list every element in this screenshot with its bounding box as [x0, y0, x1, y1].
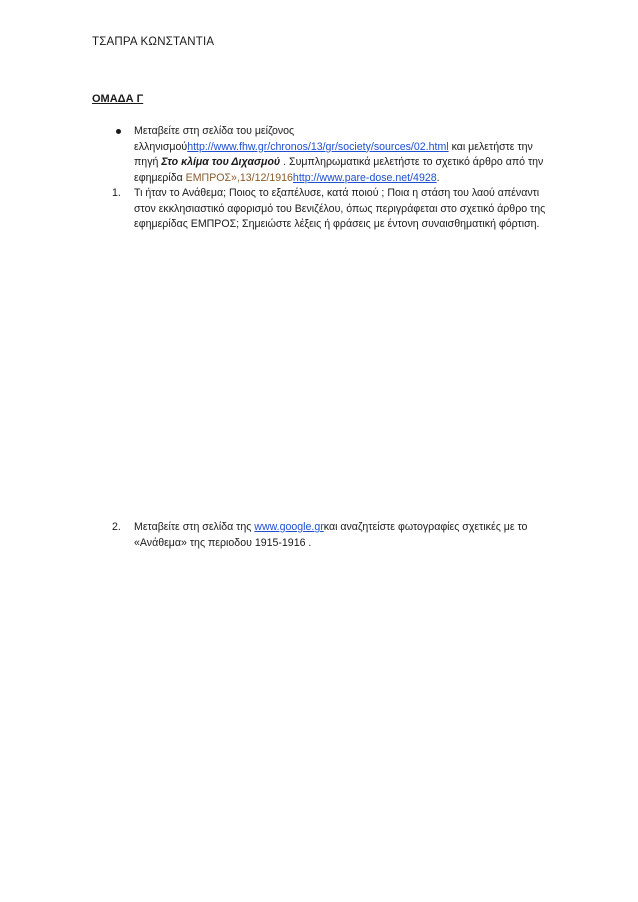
question-number: 2.: [112, 521, 121, 533]
question-item-2: [112, 520, 549, 551]
bullet-text-3: . Συμπληρωματικά μελετήστε το σχετικό άρθρο από την εφημερίδα: [134, 156, 544, 184]
bullet-text-2: και μελετήστε την πηγή: [134, 140, 533, 169]
bullet-text-1: Μεταβείτε στη σελίδα του μείζονος ελληνισμού: [134, 125, 295, 153]
question-number: 1.: [112, 187, 121, 199]
question-text-1: Μεταβείτε στη σελίδα της: [134, 521, 255, 533]
source-title: Στο κλίμα του Διχασμού: [161, 156, 281, 169]
paredose-link[interactable]: http://www.pare-dose.net/4928: [292, 171, 437, 184]
fhw-source-link[interactable]: http://www.fhw.gr/chronos/13/gr/society/sources/02.html: [187, 140, 449, 153]
question-text-2: και αναζητείστε φωτογραφίες σχετικές με το «Ανάθεμα» της περιοδου 1915-1916 .: [134, 521, 528, 549]
group-heading: ΟΜΑΔΑ Γ: [92, 93, 144, 105]
bullet-icon: [116, 129, 121, 134]
question-text: Τι ήταν το Ανάθεμα; Ποιος το εξαπέλυσε, κατά ποιού ; Ποια η στάση του λαού απέναντι στον εκκλησιαστικό αφορισμό του Βενιζέλου, όπως περιγράφεται στο σχετικό άρθρο της εφημερίδας ΕΜΠΡΟΣ; Σημειώστε λέξεις ή φράσεις με έντονη συναισθηματική φόρτιση.: [134, 187, 546, 231]
google-link[interactable]: www.google.gr: [254, 521, 324, 533]
question-item-1: [112, 186, 549, 233]
newspaper-reference: ΕΜΠΡΟΣ»,13/12/1916: [185, 171, 293, 184]
bullet-text-4: .: [436, 171, 440, 184]
bullet-item-instructions: [134, 124, 549, 186]
page-header-author: ΤΣΑΠΡΑ ΚΩΝΣΤΑΝΤΙΑ: [92, 36, 215, 48]
